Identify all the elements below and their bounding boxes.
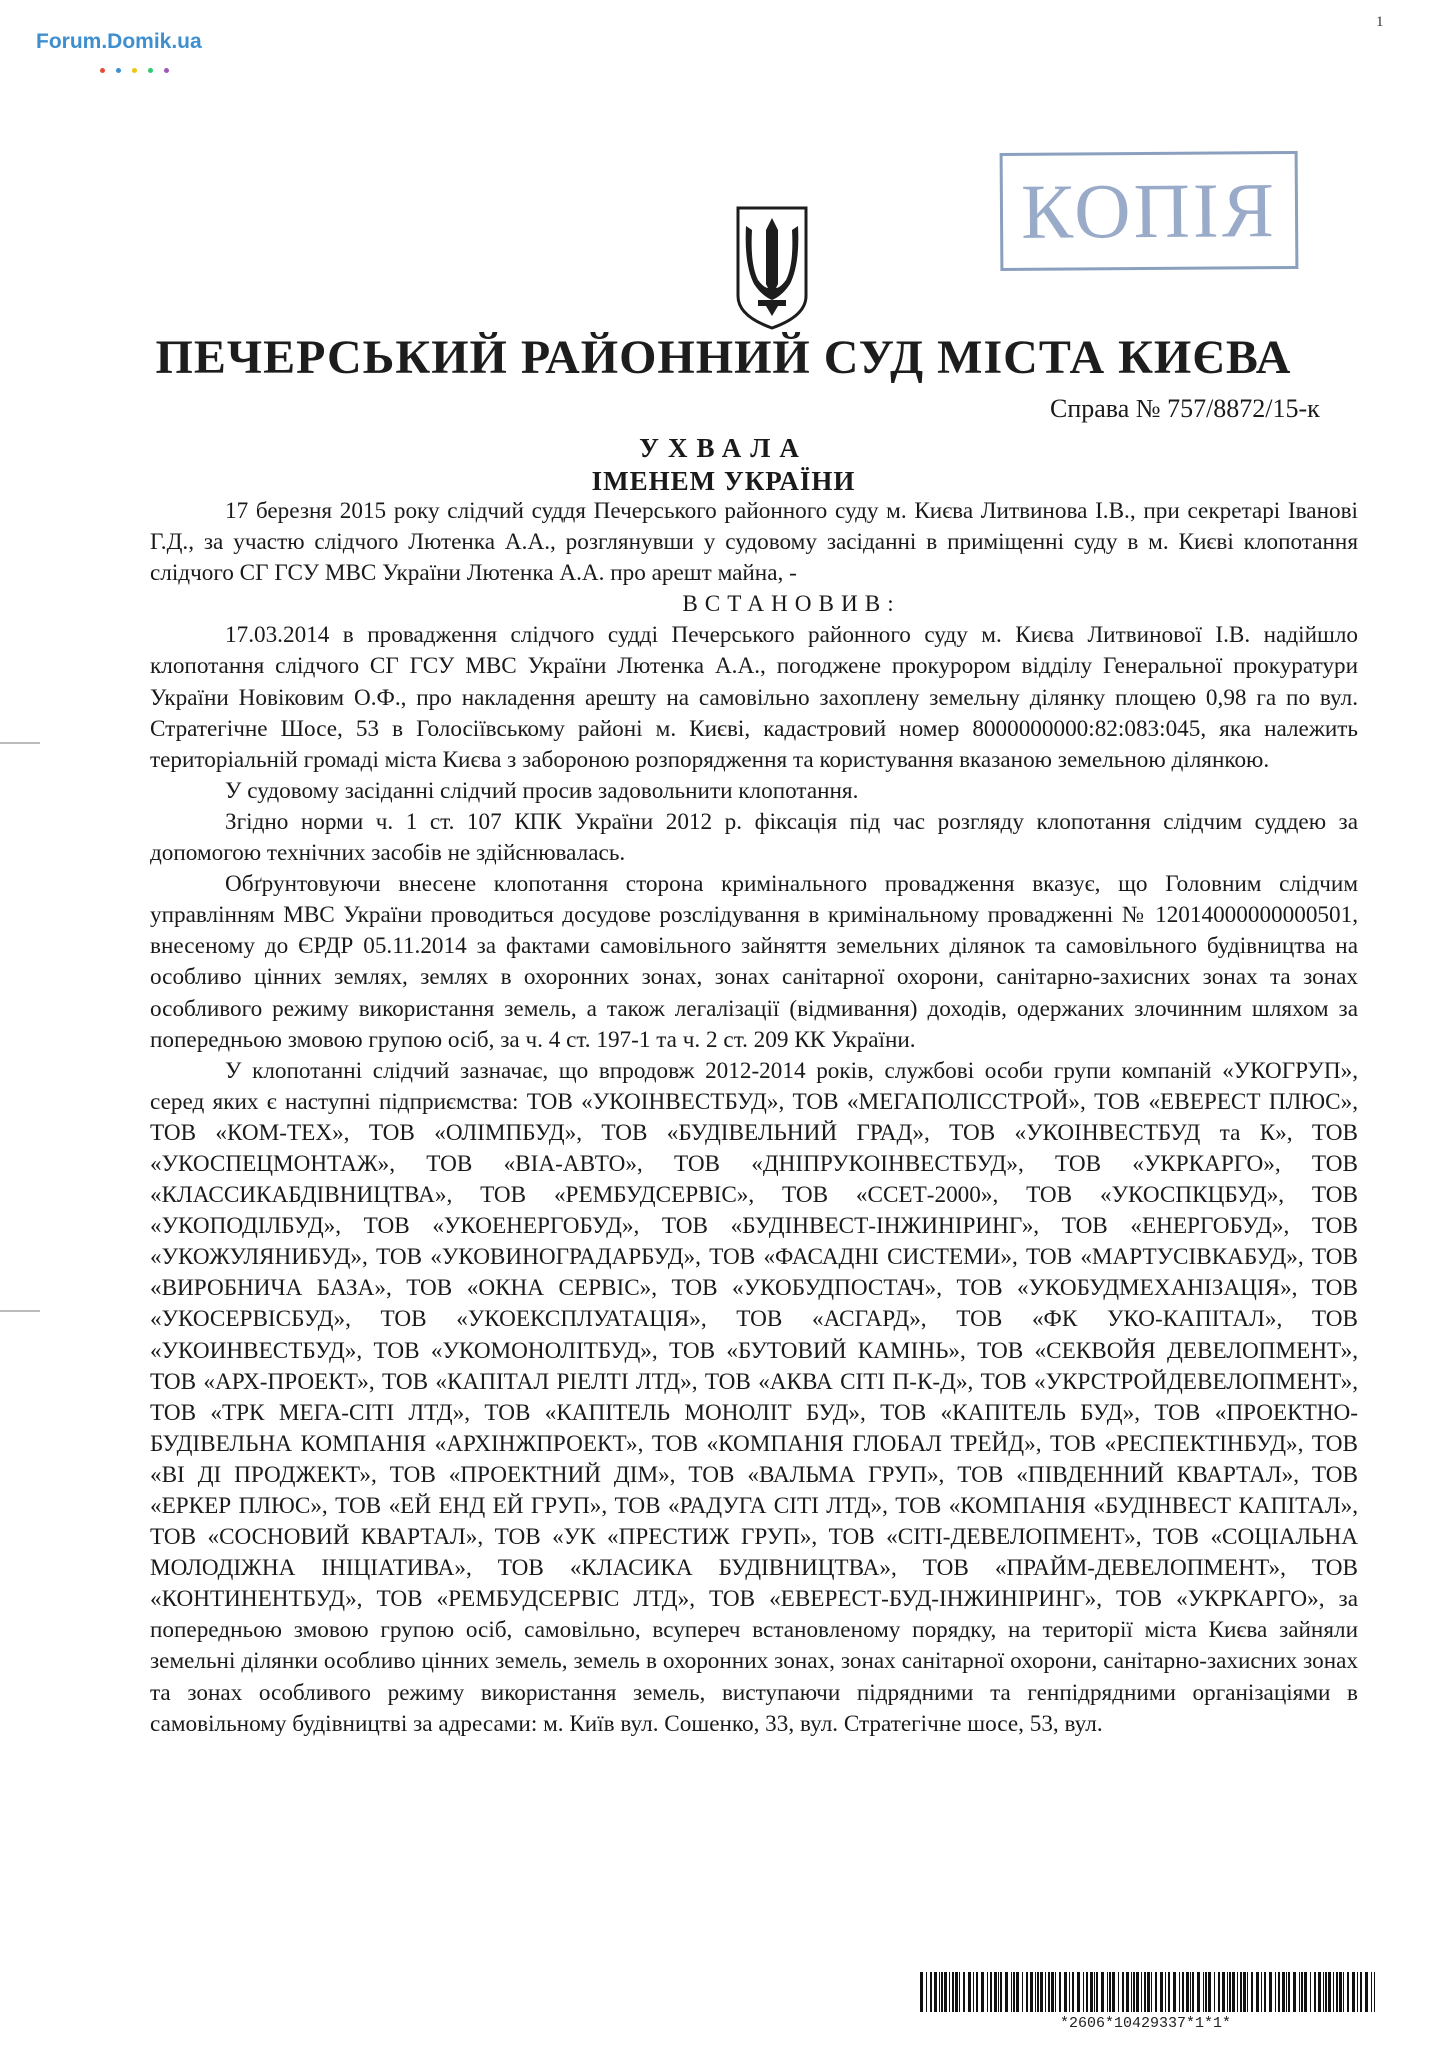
paragraph-justification: Обґрунтовуючи внесене клопотання сторона кримінального провадження вказує, що Головним слідчим управлінням МВС України проводиться досудове розслідування в кримінальному провадженні № 12014000000000501, внесеному до ЄРДР 05.11.2014 за фактами самовільного зайняття земельних ділянок та самовільного будівництва на особливо цінних землях, землях в охоронних зонах, зонах санітарної охорони, санітарно-захисних зонах та зонах особливого режиму використання земель, а також легалізації (відмивання) доходів, одержаних злочинним шляхом за попередньою змовою групою осіб, за ч. 4 ст. 197-1 та ч. 2 ст. 209 КК України. [150, 871, 1358, 1053]
watermark-dot [164, 68, 169, 73]
copy-stamp: КОПІЯ [1000, 151, 1299, 271]
intro-paragraph: 17 березня 2015 року слідчий суддя Печерського районного суду м. Києва Литвинова І.В., при секретарі Іванові Г.Д., за участю слідчого Лютенка А.А., розглянувши у судовому засіданні в приміщенні суду в м. Києві клопотання слідчого СГ ГСУ МВС України Лютенка А.А. про арешт майна, - [150, 498, 1358, 587]
paragraph-companies: У клопотанні слідчий зазначає, що впродовж 2012-2014 років, службові особи групи компаній «УКОГРУП», серед яких є наступні підприємства: ТОВ «УКОІНВЕСТБУД», ТОВ «МЕГАПОЛІССТРОЙ», ТОВ «ЕВЕРЕСТ ПЛЮС», ТОВ «КОМ-ТЕХ», ТОВ «ОЛІМПБУД», ТОВ «БУДІВЕЛЬНИЙ ГРАД», ТОВ «УКОІНВЕСТБУД та К», ТОВ «УКОСПЕЦМОНТАЖ», ТОВ «ВІА-АВТО», ТОВ «ДНІПРУКОІНВЕСТБУД», ТОВ «УКРКАРГО», ТОВ «КЛАССИКАБДІВНИЦТВА», ТОВ «РЕМБУДСЕРВІС», ТОВ «ССЕТ-2000», ТОВ «УКОСПКЦБУД», ТОВ «УКОПОДІЛБУД», ТОВ «УКОЕНЕРГОБУД», ТОВ «БУДІНВЕСТ-ІНЖИНІРИНГ», ТОВ «ЕНЕРГОБУД», ТОВ «УКОЖУЛЯНИБУД», ТОВ «УКОВИНОГРАДАРБУД», ТОВ «ФАСАДНІ СИСТЕМИ», ТОВ «МАРТУСІВКАБУД», ТОВ «ВИРОБНИЧА БАЗА», ТОВ «ОКНА СЕРВІС», ТОВ «УКОБУДПОСТАЧ», ТОВ «УКОБУДМЕХАНІЗАЦІЯ», ТОВ «УКОСЕРВІСБУД», ТОВ «УКОЕКСПЛУАТАЦІЯ», ТОВ «АСГАРД», ТОВ «ФК УКО-КАПІТАЛ», ТОВ «УКОИНВЕСТБУД», ТОВ «УКОМОНОЛІТБУД», ТОВ «БУТОВИЙ КАМІНЬ», ТОВ «СЕКВОЙЯ ДЕВЕЛОПМЕНТ», ТОВ «АРХ-ПРОЕКТ», ТОВ «КАПІТАЛ РІЕЛТІ ЛТД», ТОВ «АКВА СІТІ П-К-Д», ТОВ «УКРСТРОЙДЕВЕЛОПМЕНТ», ТОВ «ТРК МЕГА-СІТІ ЛТД», ТОВ «КАПІТЕЛЬ МОНОЛІТ БУД», ТОВ «КАПІТЕЛЬ БУД», ТОВ «ПРОЕКТНО-БУДІВЕЛЬНА КОМПАНІЯ «АРХІНЖПРОЕКТ», ТОВ «КОМПАНІЯ ГЛОБАЛ ТРЕЙД», ТОВ «РЕСПЕКТІНБУД», ТОВ «ВІ ДІ ПРОДЖЕКТ», ТОВ «ПРОЕКТНИЙ ДІМ», ТОВ «ВАЛЬМА ГРУП», ТОВ «ПІВДЕННИЙ КВАРТАЛ», ТОВ «ЕРКЕР ПЛЮС», ТОВ «ЕЙ ЕНД ЕЙ ГРУП», ТОВ «РАДУГА СІТІ ЛТД», ТОВ «КОМПАНІЯ «БУДІНВЕСТ КАПІТАЛ», ТОВ «СОСНОВИЙ КВАРТАЛ», ТОВ «УК «ПРЕСТИЖ ГРУП», ТОВ «СІТІ-ДЕВЕЛОПМЕНТ», ТОВ «СОЦІАЛЬНА МОЛОДІЖНА ІНІЦІАТИВА», ТОВ «КЛАСИКА БУДІВНИЦТВА», ТОВ «ПРАЙМ-ДЕВЕЛОПМЕНТ», ТОВ «КОНТИНЕНТБУД», ТОВ «РЕМБУДСЕРВІС ЛТД», ТОВ «ЕВЕРЕСТ-БУД-ІНЖИНІРИНГ», ТОВ «УКРКАРГО», за попередньою змовою групою осіб, самовільно, всупереч встановленому порядку, на території міста Києва зайняли земельні ділянки особливо цінних земель, земель в охоронних зонах, зонах санітарної охорони, санітарно-захисних зонах та зонах особливого режиму використання земель, виступаючи підрядними та генпідрядними організаціями в самовільному будівництві за адресами: м. Київ вул. Сошенко, 33, вул. Стратегічне шосе, 53, вул. [150, 1057, 1358, 1737]
paragraph-request: У судовому засіданні слідчий просив задовольнити клопотання. [225, 777, 859, 804]
trident-emblem-icon [732, 204, 812, 332]
barcode-icon [920, 1972, 1375, 2012]
watermark: Forum.Domik.ua [36, 30, 202, 53]
case-number: Справа № 757/8872/15-к [1050, 394, 1320, 423]
barcode-number: *2606*10429337*1*1* [1060, 2015, 1232, 2032]
watermark-dot [100, 68, 105, 73]
watermark-dot [148, 68, 153, 73]
established-heading: ВСТАНОВИВ: [682, 591, 901, 618]
ruling-title: УХВАЛА [639, 433, 808, 463]
page-number: 1 [1376, 14, 1384, 30]
scan-edge-mark [0, 742, 40, 744]
in-the-name-heading: ІМЕНЕМ УКРАЇНИ [591, 466, 856, 496]
court-title: ПЕЧЕРСЬКИЙ РАЙОННИЙ СУД МІСТА КИЄВА [155, 331, 1292, 384]
paragraph-petition: 17.03.2014 в провадження слідчого судді Печерського районного суду м. Києва Литвинової І.В. надійшло клопотання слідчого СГ ГСУ МВС України Лютенка А.А., погоджене прокурором відділу Генеральної прокуратури України Новіковим О.Ф., про накладення арешту на самовільно захоплену земельну ділянку площею 0,98 га по вул. Стратегічне Шосе, 53 в Голосіївському районі м. Києві, кадастровий номер 8000000000:82:083:045, яка належить територіальній громаді міста Києва з забороною розпорядження та користування вказаною земельною ділянкою. [150, 622, 1358, 773]
scan-edge-mark [0, 1310, 40, 1312]
watermark-dot [116, 68, 121, 73]
watermark-dot [132, 68, 137, 73]
paragraph-recording: Згідно норми ч. 1 ст. 107 КПК України 2012 р. фіксація під час розгляду клопотання слідчим суддею за допомогою технічних засобів не здійснювалась. [150, 808, 1358, 867]
watermark-dots [100, 60, 180, 78]
document-body [150, 496, 1358, 1740]
